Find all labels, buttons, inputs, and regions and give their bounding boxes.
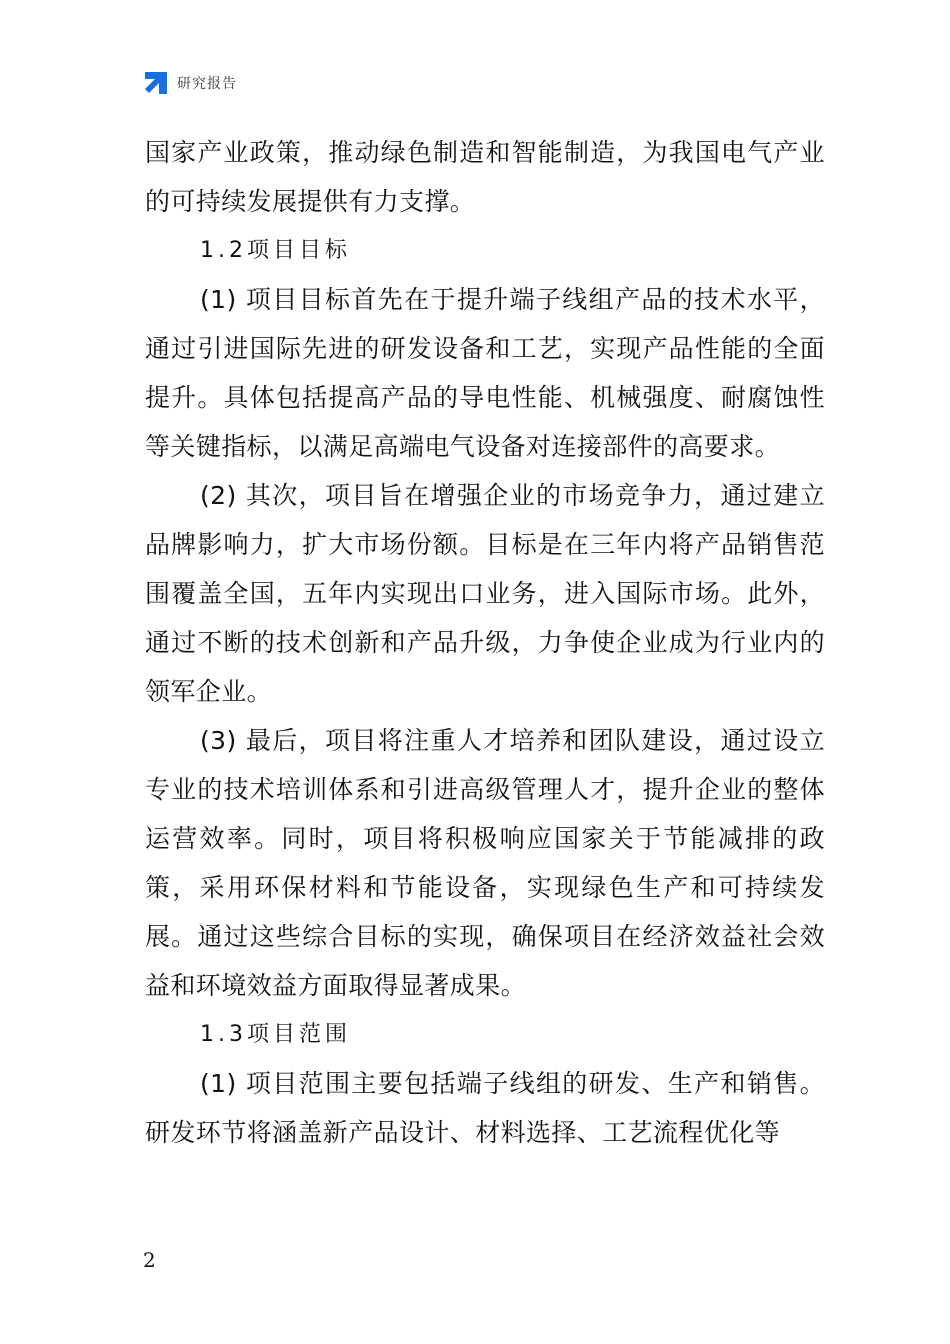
header-title: 研究报告 [177,76,237,92]
page-number: 2 [143,1248,156,1272]
page-header [143,68,237,98]
paragraph-goal-2: (2) 其次，项目旨在增强企业的市场竞争力，通过建立品牌影响力，扩大市场份额。目标是在三年内将产品销售范围覆盖全国，五年内实现出口业务，进入国际市场。此外，通过不断的技术创新和产品升级，力争使企业成为行业内的领军企业。 [145,481,825,706]
section-heading-1-2: 1.2项目目标 [200,238,351,263]
section-heading-1-3: 1.3项目范围 [200,1022,351,1047]
paragraph-goal-3: (3) 最后，项目将注重人才培养和团队建设，通过设立专业的技术培训体系和引进高级管理人才，提升企业的整体运营效率。同时，项目将积极响应国家关于节能减排的政策，采用环保材料和节能设备，实现绿色生产和可持续发展。通过这些综合目标的实现，确保项目在经济效益社会效益和环境效益方面取得显著成果。 [145,726,825,1000]
document-body [145,128,825,1157]
continuation-paragraph: 国家产业政策，推动绿色制造和智能制造，为我国电气产业的可持续发展提供有力支撑。 [145,138,825,216]
arrow-up-right-icon [143,70,169,96]
paragraph-goal-1: (1) 项目目标首先在于提升端子线组产品的技术水平，通过引进国际先进的研发设备和工艺，实现产品性能的全面提升。具体包括提高产品的导电性能、机械强度、耐腐蚀性等关键指标，以满足高端电气设备对连接部件的高要求。 [145,285,825,461]
paragraph-scope-1: (1) 项目范围主要包括端子线组的研发、生产和销售。研发环节将涵盖新产品设计、材料选择、工艺流程优化等 [145,1069,825,1147]
